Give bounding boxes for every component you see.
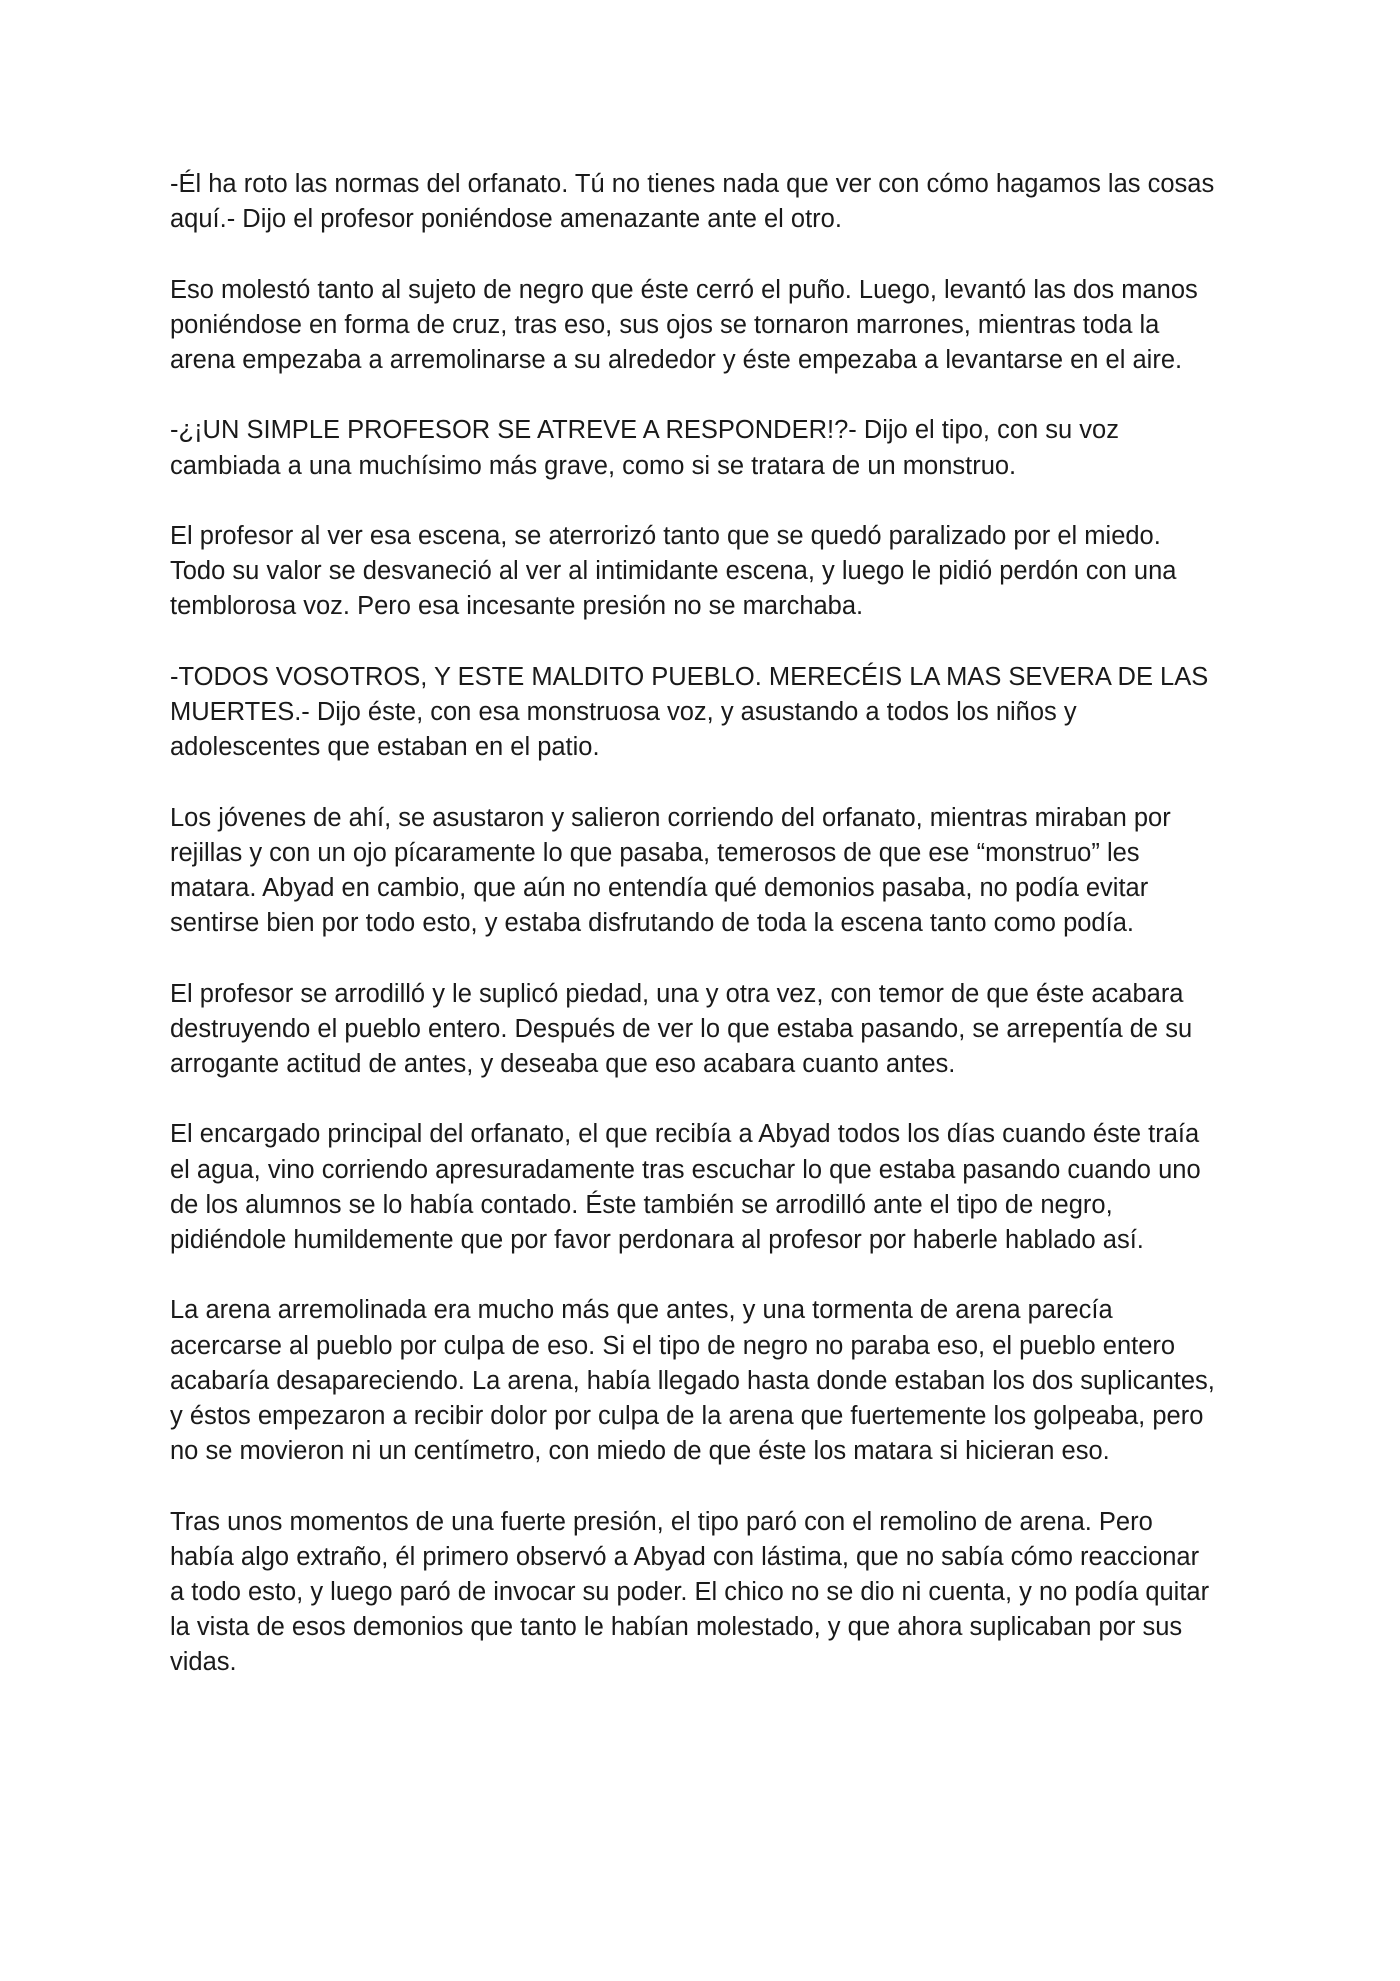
paragraph [170, 660, 1240, 766]
text-line: La arena arremolinada era mucho más que antes, y una tormenta de arena parecía [170, 1296, 1113, 1325]
text-line: arrogante actitud de antes, y deseaba que eso acabara cuanto antes. [170, 1049, 956, 1078]
text-line: -TODOS VOSOTROS, Y ESTE MALDITO PUEBLO. MERECÉIS LA MAS SEVERA DE LAS [170, 662, 1209, 691]
text-line: Eso molestó tanto al sujeto de negro que éste cerró el puño. Luego, levantó las dos manos [170, 275, 1198, 304]
text-line: Todo su valor se desvaneció al ver al intimidante escena, y luego le pidió perdón con una [170, 557, 1177, 586]
text-line: Tras unos momentos de una fuerte presión, el tipo paró con el remolino de arena. Pero [170, 1507, 1153, 1536]
text-line: matara. Abyad en cambio, que aún no entendía qué demonios pasaba, no podía evitar [170, 873, 1149, 902]
text-line: acercarse al pueblo por culpa de eso. Si el tipo de negro no paraba eso, el pueblo entero [170, 1331, 1176, 1360]
paragraph [170, 519, 1240, 625]
text-line: temblorosa voz. Pero esa incesante presión no se marchaba. [170, 592, 864, 621]
text-line: El encargado principal del orfanato, el que recibía a Abyad todos los días cuando éste traía [170, 1120, 1200, 1149]
text-line: de los alumnos se lo había contado. Éste también se arrodilló ante el tipo de negro, [170, 1190, 1113, 1219]
paragraph [170, 167, 1240, 237]
text-line: cambiada a una muchísimo más grave, como si se tratara de un monstruo. [170, 451, 1017, 480]
text-line: la vista de esos demonios que tanto le habían molestado, y que ahora suplicaban por sus [170, 1613, 1183, 1642]
text-line: -¿¡UN SIMPLE PROFESOR SE ATREVE A RESPONDER!?- Dijo el tipo, con su voz [170, 416, 1119, 445]
document-body [170, 167, 1240, 1716]
text-line: rejillas y con un ojo pícaramente lo que pasaba, temerosos de que ese “monstruo” les [170, 838, 1140, 867]
text-line: había algo extraño, él primero observó a Abyad con lástima, que no sabía cómo reaccionar [170, 1542, 1200, 1571]
text-line: sentirse bien por todo esto, y estaba disfrutando de toda la escena tanto como podía. [170, 909, 1134, 938]
text-line: adolescentes que estaban en el patio. [170, 733, 600, 762]
text-line: MUERTES.- Dijo éste, con esa monstruosa voz, y asustando a todos los niños y [170, 697, 1077, 726]
paragraph [170, 1117, 1240, 1258]
paragraph [170, 413, 1240, 483]
text-line: -Él ha roto las normas del orfanato. Tú no tienes nada que ver con cómo hagamos las cosas [170, 170, 1215, 198]
text-line: a todo esto, y luego paró de invocar su poder. El chico no se dio ni cuenta, y no podía quitar [170, 1577, 1210, 1606]
text-line: destruyendo el pueblo entero. Después de ver lo que estaba pasando, se arrepentía de su [170, 1014, 1193, 1043]
paragraph [170, 977, 1240, 1083]
text-line: el agua, vino corriendo apresuradamente tras escuchar lo que estaba pasando cuando uno [170, 1155, 1201, 1184]
paragraph [170, 1505, 1240, 1681]
text-line: poniéndose en forma de cruz, tras eso, sus ojos se tornaron marrones, mientras toda la [170, 310, 1160, 339]
text-line: pidiéndole humildemente que por favor perdonara al profesor por haberle hablado así. [170, 1225, 1144, 1254]
text-line: arena empezaba a arremolinarse a su alrededor y éste empezaba a levantarse en el aire. [170, 346, 1183, 374]
text-line: El profesor al ver esa escena, se aterrorizó tanto que se quedó paralizado por el miedo. [170, 521, 1161, 550]
paragraph [170, 273, 1240, 379]
text-line: Los jóvenes de ahí, se asustaron y salieron corriendo del orfanato, mientras miraban por [170, 803, 1171, 832]
text-line: aquí.- Dijo el profesor poniéndose amenazante ante el otro. [170, 205, 842, 234]
paragraph [170, 1293, 1240, 1469]
text-line: no se movieron ni un centímetro, con miedo de que éste los matara si hicieran eso. [170, 1437, 1110, 1466]
text-line: El profesor se arrodilló y le suplicó piedad, una y otra vez, con temor de que éste acabara [170, 979, 1184, 1008]
text-line: y éstos empezaron a recibir dolor por culpa de la arena que fuertemente los golpeaba, pero [170, 1401, 1204, 1430]
paragraph [170, 801, 1240, 942]
text-line: acabaría desapareciendo. La arena, había llegado hasta donde estaban los dos suplicantes, [170, 1366, 1215, 1395]
text-line: vidas. [170, 1648, 237, 1677]
